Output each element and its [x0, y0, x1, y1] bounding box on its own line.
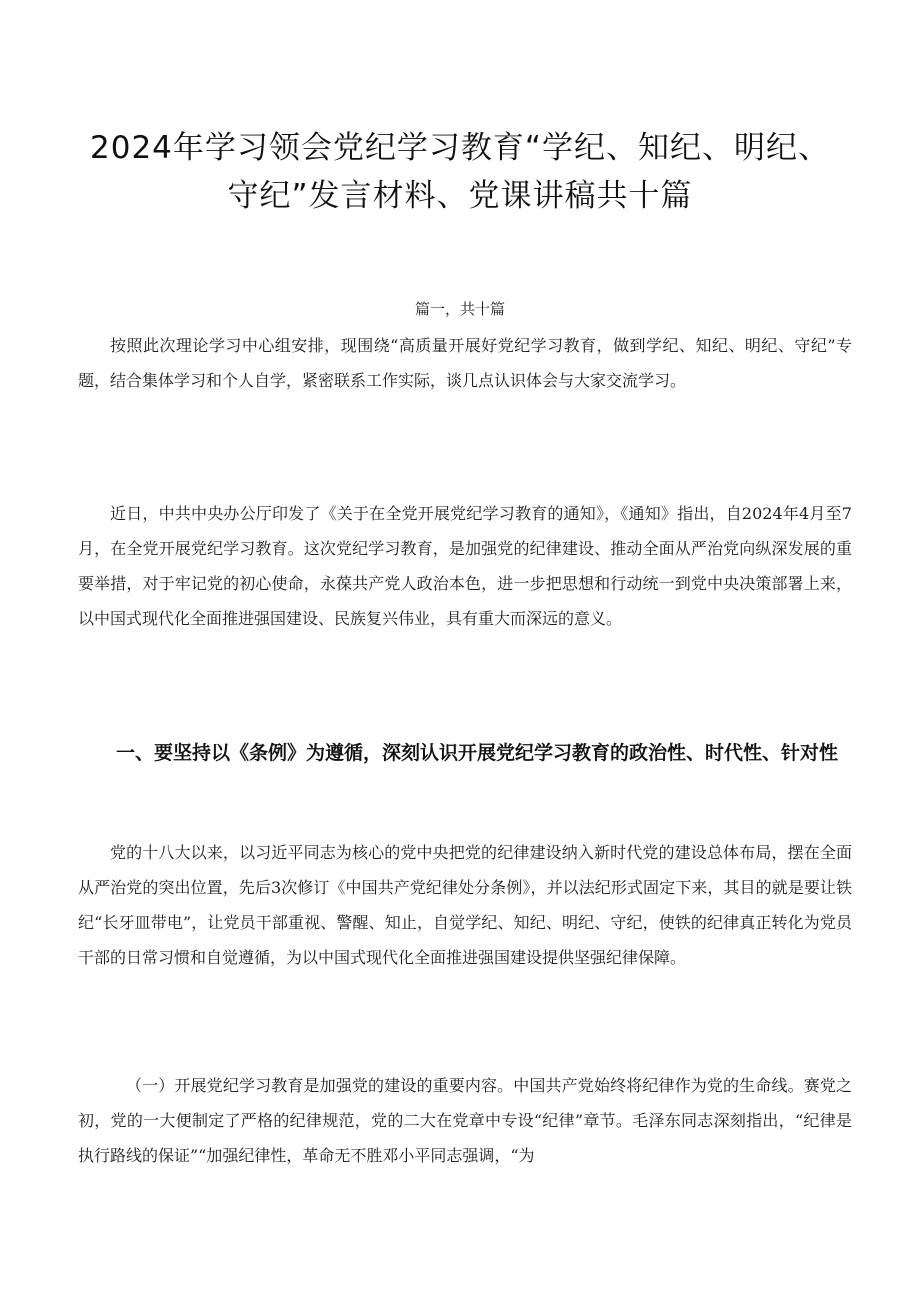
background-paragraph: 近日，中共中央办公厅印发了《关于在全党开展党纪学习教育的通知》，《通知》指出，自2024年4月至7月，在全党开展党纪学习教育。这次党纪学习教育，是加强党的纪律建设、推动全面从严治党向纵深发展的重要举措，对于牢记党的初心使命，永葆共产党人政治本色，进一步把思想和行动统一到党中央决策部署上来，以中国式现代化全面推进强国建设、民族复兴伟业，具有重大而深远的意义。: [78, 504, 852, 628]
intro-paragraph: 按照此次理论学习中心组安排，现围绕“高质量开展好党纪学习教育，做到学纪、知纪、明纪、守纪”专题，结合集体学习和个人自学，紧密联系工作实际，谈几点认识体会与大家交流学习。: [78, 336, 852, 390]
section-paragraph: 党的十八大以来，以习近平同志为核心的党中央把党的纪律建设纳入新时代党的建设总体布局，摆在全面从严治党的突出位置，先后3次修订《中国共产党纪律处分条例》，并以法纪形式固定下来，其目的就是要让铁纪“长牙皿带电”，让党员干部重视、警醒、知止，自觉学纪、知纪、明纪、守纪，使铁的纪律真正转化为党员干部的日常习惯和自觉遵循，为以中国式现代化全面推进强国建设提供坚强纪律保障。: [78, 843, 852, 967]
document-title: 2024年学习领会党纪学习教育“学纪、知纪、明纪、守纪”发言材料、党课讲稿共十篇: [90, 130, 830, 214]
section-heading: 一、要坚持以《条例》为遵循，深刻认识开展党纪学习教育的政治性、时代性、针对性: [116, 742, 839, 764]
document-subtitle: 篇一，共十篇: [414, 300, 505, 318]
subsection-paragraph: （一）开展党纪学习教育是加强党的建设的重要内容。中国共产党始终将纪律作为党的生命线。赛党之初，党的一大便制定了严格的纪律规范，党的二大在党章中专设“纪律”章节。毛泽东同志深刻指出，“纪律是执行路线的保证”“加强纪律性，革命无不胜邓小平同志强调，“为: [78, 1076, 852, 1165]
